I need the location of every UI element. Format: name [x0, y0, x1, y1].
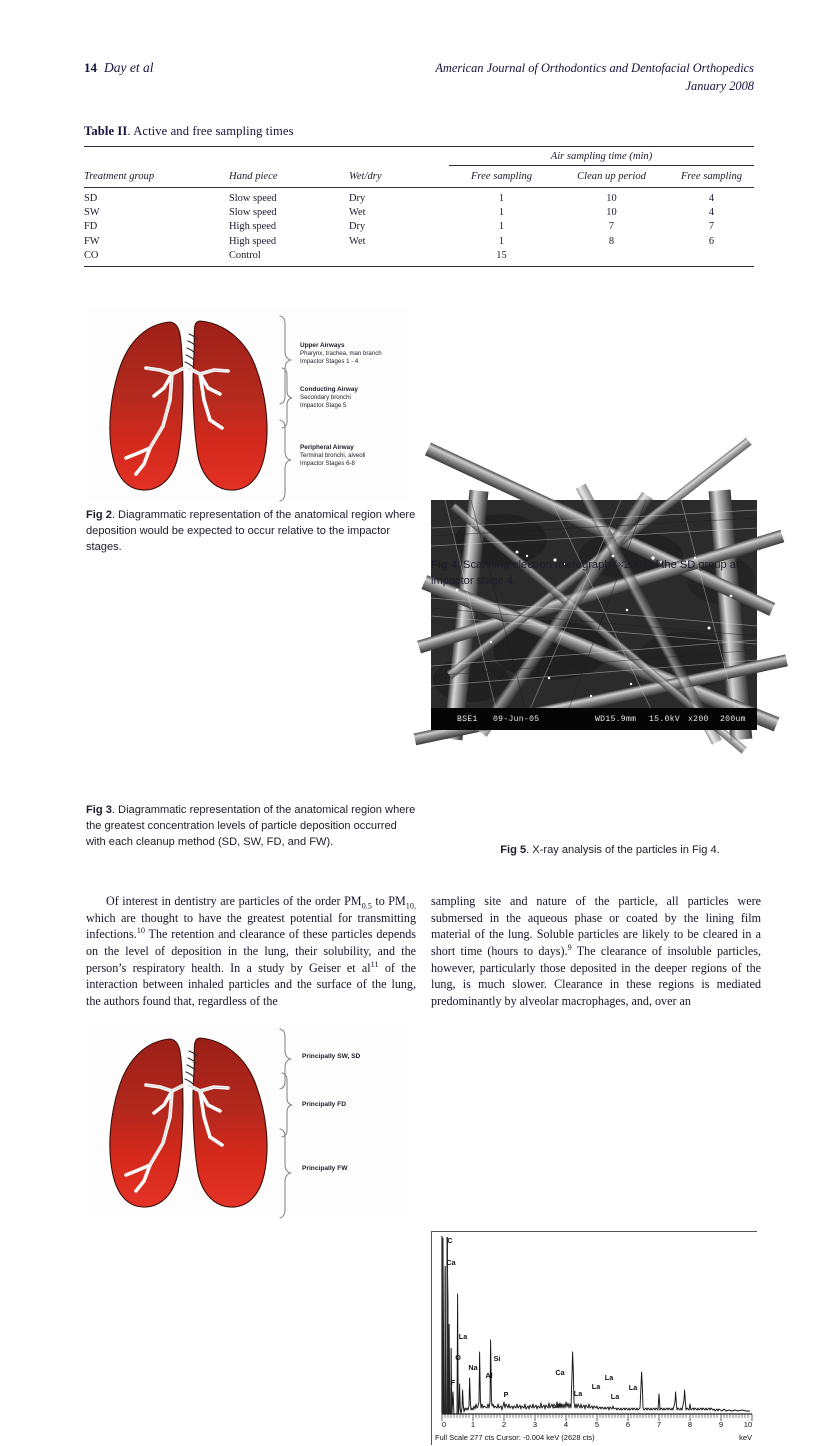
- cell-free-sampling-1: 1: [449, 188, 554, 206]
- fig5-caption-label: Fig 5: [500, 844, 527, 856]
- col-header-treatment-group: Treatment group: [84, 171, 155, 182]
- figure-2-caption: [86, 508, 416, 555]
- fig3-label-fw: Principally FW: [302, 1165, 348, 1172]
- fig2-label-0-line1: Pharynx, trachea, man branch: [300, 350, 382, 358]
- cell-free-sampling-2: 6: [708, 235, 715, 247]
- fig5-caption-text: . X-ray analysis of the particles in Fig 4.: [526, 844, 720, 856]
- eds-status-bar: Full Scale 277 cts Cursor: -0.004 keV (2628 cts): [435, 1433, 595, 1442]
- eds-tick-10: 10: [743, 1420, 753, 1429]
- cell-wet-dry: Wet: [349, 235, 366, 247]
- eds-tick-9: 9: [718, 1420, 724, 1429]
- cell-group: CO: [84, 248, 229, 266]
- figure-4-image: [431, 500, 757, 730]
- fig2-label-0-line2: Impactor Stages 1 - 4: [300, 357, 359, 365]
- eds-tick-8: 8: [687, 1420, 693, 1429]
- col-header-free-sampling-2: Free sampling: [680, 171, 743, 182]
- page-folio: 14: [84, 60, 97, 75]
- figure-5-chart: [431, 1231, 757, 1445]
- fig2-label-2-title: Peripheral Airway: [300, 444, 354, 451]
- cell-free-sampling-1: 1: [498, 207, 505, 219]
- eds-peak-label-c: C: [447, 1236, 453, 1245]
- sem-micrograph-svg: [431, 500, 757, 730]
- eds-tick-5: 5: [594, 1420, 600, 1429]
- table-row: [84, 234, 754, 248]
- cell-free-sampling-1: 1: [498, 235, 505, 247]
- eds-axis-unit: keV: [739, 1433, 752, 1442]
- cell-free-sampling-1: 15: [449, 248, 554, 266]
- running-head-authors: Day et al: [104, 60, 154, 75]
- fig2-label-2-line2: Impactor Stages 6-8: [300, 459, 355, 467]
- cell-clean-up-period: 10: [606, 207, 617, 219]
- sem-date: 09-Jun-05: [493, 714, 540, 724]
- fig2-label-1-line2: Impactor Stage 5: [300, 401, 347, 409]
- fig2-label-upper-airways: [300, 342, 408, 366]
- fig2-label-conducting-airway: [300, 386, 408, 410]
- sampling-times-table: [84, 146, 754, 267]
- fig3-label-sw-sd: Principally SW, SD: [302, 1053, 361, 1060]
- figure-5-caption: [460, 843, 760, 859]
- cell-clean-up-period: 10: [554, 188, 669, 206]
- cell-group: FD: [84, 221, 98, 233]
- running-head-right: [435, 60, 754, 96]
- sem-detector: BSE1: [457, 714, 478, 724]
- eds-peak-label-f: F: [450, 1378, 456, 1387]
- sem-data-bar: [431, 708, 757, 730]
- fig2-label-2-line1: Terminal bronchi, alveoli: [300, 452, 366, 460]
- cell-group: SD: [84, 188, 229, 206]
- eds-tick-3: 3: [532, 1420, 538, 1429]
- cell-free-sampling-2: 4: [669, 188, 754, 206]
- eds-peak-label-ca2: Ca: [555, 1368, 565, 1377]
- eds-peak-label-ca1: Ca: [446, 1258, 456, 1267]
- eds-peak-label-la4: La: [604, 1373, 614, 1382]
- cell-wet-dry: Dry: [349, 188, 449, 206]
- table-caption: [84, 124, 754, 139]
- cell-group: SW: [84, 207, 100, 219]
- body-paragraph-left: Of interest in dentistry are particles of the order $PM_{0.5}$ to $PM_{10,}$ which are thought to have the greatest potential for transmitting infections.$^{10}$ The retention and clearance of these particles depends on the level of deposition in the lung, their solubility, and the person’s respiratory health. In a study by Geiser et $al^{11}$ of the interaction between inhaled particles and the surface of the lung, the authors found that, regardless of the: [86, 894, 417, 1009]
- cell-wet-dry: Dry: [349, 221, 366, 233]
- col-header-wet-dry: Wet/dry: [349, 171, 382, 182]
- table-row: [84, 248, 754, 266]
- fig2-label-1-line1: Secondary bronchi: [300, 394, 351, 402]
- cell-group: FW: [84, 235, 100, 247]
- figure-4-caption: [431, 558, 761, 590]
- table-title-text: . Active and free sampling times: [127, 124, 294, 138]
- fig3-caption-label: Fig 3: [86, 804, 112, 816]
- running-head-left: [84, 60, 154, 76]
- journal-title: American Journal of Orthodontics and Dentofacial Orthopedics: [435, 61, 754, 75]
- fig3-label-fd: Principally FD: [302, 1101, 346, 1108]
- body-column-left: [86, 893, 416, 1010]
- sem-scale-bar-label: 200um: [720, 714, 746, 724]
- eds-tick-7: 7: [656, 1420, 662, 1429]
- cell-clean-up-period: 8: [608, 235, 615, 247]
- table-row: [84, 220, 754, 234]
- table-group-header-row: [84, 147, 754, 166]
- cell-free-sampling-2: 4: [708, 207, 715, 219]
- eds-peak-label-la2: La: [573, 1389, 583, 1398]
- issue-date: January 2008: [685, 78, 754, 93]
- col-header-hand-piece: Hand piece: [229, 171, 278, 182]
- cell-wet-dry: Wet: [349, 207, 366, 219]
- fig2-label-1-title: Conducting Airway: [300, 386, 358, 393]
- eds-peak-label-la6: La: [628, 1383, 638, 1392]
- cell-clean-up-period: 7: [608, 221, 615, 233]
- eds-peak-label-la1: La: [458, 1332, 468, 1341]
- fig2-caption-label: Fig 2: [86, 509, 112, 521]
- eds-peak-label-o: O: [455, 1353, 461, 1362]
- cell-free-sampling-2: [669, 248, 754, 266]
- eds-peak-label-p: P: [503, 1390, 509, 1399]
- sem-voltage: 15.0kV: [649, 714, 680, 724]
- fig3-caption-text: . Diagrammatic representation of the anatomical region where the greatest concentration levels of particle deposition occurred with each cleanup method (SD, SW, FD, and FW).: [86, 804, 416, 848]
- eds-tick-4: 4: [563, 1420, 569, 1429]
- col-header-free-sampling-1: Free sampling: [470, 171, 533, 182]
- eds-peak-label-la3: La: [591, 1382, 601, 1391]
- running-head: [84, 60, 754, 100]
- body-paragraph-right: sampling site and nature of the particle, all particles were submersed in the aqueous phase or coated by the lining film material of the lung. Soluble particles are likely to be cleared in a short time (hours to days).$^9$ The clearance of insoluble particles, however, particularly those deposited in the deeper regions of the lung, is much slower. Clearance in these regions is mediated predominantly by alveolar macrophages, and, over an: [431, 894, 761, 1009]
- table-row: [84, 206, 754, 220]
- col-header-clean-up-period: Clean up period: [577, 171, 646, 182]
- figure-3-caption: [86, 803, 416, 850]
- table-label: Table II: [84, 124, 128, 138]
- eds-peak-label-na: Na: [468, 1363, 478, 1372]
- fig2-label-0-title: Upper Airways: [300, 342, 345, 349]
- eds-tick-6: 6: [625, 1420, 631, 1429]
- sem-working-distance: WD15.9mm: [595, 714, 637, 724]
- fig2-label-peripheral-airway: [300, 444, 408, 468]
- eds-tick-2: 2: [501, 1420, 507, 1429]
- figure-3-image: [88, 1025, 408, 1217]
- eds-peak-label-si: Si: [493, 1354, 501, 1363]
- cell-free-sampling-2: 7: [708, 221, 715, 233]
- fig4-caption-label: Fig 4: [431, 559, 457, 571]
- table-group-header: Air sampling time (min): [449, 147, 754, 166]
- figure-2-image: [88, 308, 408, 500]
- eds-tick-1: 1: [470, 1420, 476, 1429]
- cell-hand-piece: Control: [229, 248, 349, 266]
- table-row: [84, 188, 754, 206]
- table-ii: [84, 124, 754, 267]
- cell-clean-up-period: [554, 248, 669, 266]
- eds-tick-0: 0: [441, 1420, 447, 1429]
- fig4-caption-text: . Scanning electron micrograph (×200) of the SD group at impactor stage 4.: [431, 559, 740, 587]
- table-column-header-row: [84, 166, 754, 188]
- body-column-right: [431, 893, 761, 1010]
- fig2-caption-text: . Diagrammatic representation of the anatomical region where deposition would be expected to occur relative to the impactor stages.: [86, 509, 416, 553]
- eds-peak-label-la5: La: [610, 1392, 620, 1401]
- cell-hand-piece: Slow speed: [229, 188, 349, 206]
- cell-hand-piece: Slow speed: [229, 207, 277, 219]
- cell-wet-dry: [349, 248, 449, 266]
- cell-hand-piece: High speed: [229, 221, 277, 233]
- sem-magnification: x200: [688, 714, 709, 724]
- cell-hand-piece: High speed: [229, 235, 277, 247]
- eds-peak-label-al: Al: [485, 1371, 493, 1380]
- eds-spectrum-svg: [432, 1232, 758, 1446]
- cell-free-sampling-1: 1: [498, 221, 505, 233]
